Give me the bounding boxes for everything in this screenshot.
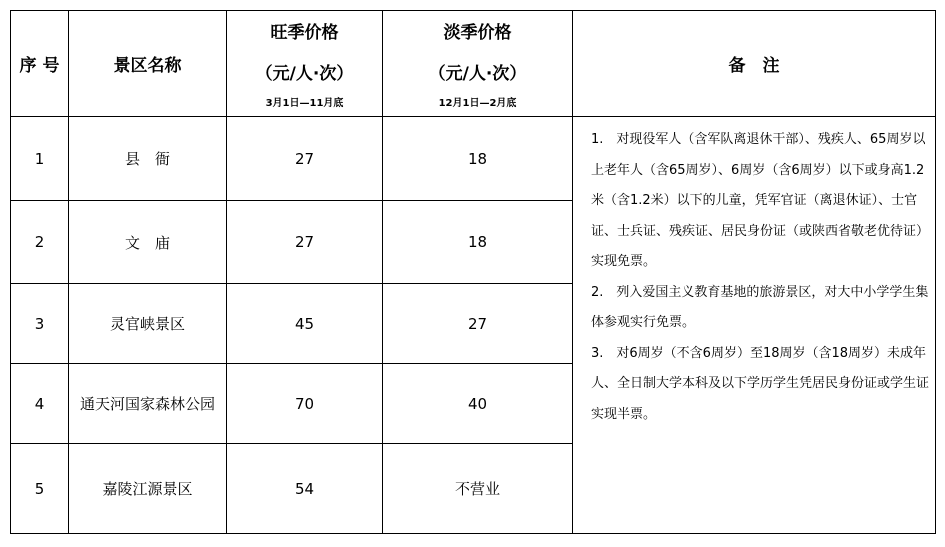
header-remarks: 备 注 <box>573 11 936 117</box>
scenic-name: 县 衙 <box>69 117 227 201</box>
header-index: 序 号 <box>11 11 69 117</box>
off-price: 不营业 <box>383 444 573 534</box>
off-price: 27 <box>383 284 573 364</box>
header-peak-price <box>227 11 383 117</box>
off-price-title: 淡季价格 <box>443 23 512 43</box>
row-index: 2 <box>11 201 69 284</box>
row-index: 4 <box>11 364 69 444</box>
off-price: 18 <box>383 201 573 284</box>
scenic-name: 嘉陵江源景区 <box>69 444 227 534</box>
header-name: 景区名称 <box>69 11 227 117</box>
peak-price: 45 <box>227 284 383 364</box>
peak-price-unit: （元/人·次） <box>255 64 354 84</box>
remark-item: 2. 列入爱国主义教育基地的旅游景区，对大中小学学生集体参观实行免票。 <box>591 284 929 330</box>
ticket-price-table <box>10 10 936 534</box>
scenic-name: 灵官峡景区 <box>69 284 227 364</box>
peak-price: 27 <box>227 201 383 284</box>
peak-price: 70 <box>227 364 383 444</box>
remark-item: 3. 对6周岁（不含6周岁）至18周岁（含18周岁）未成年人、全日制大学本科及以下学历学生凭居民身份证或学生证实现半票。 <box>591 345 930 422</box>
remarks-cell <box>573 117 936 534</box>
off-price-unit: （元/人·次） <box>428 64 527 84</box>
row-index: 5 <box>11 444 69 534</box>
peak-season-dates: 3月1日—11月底 <box>265 98 344 109</box>
peak-price-title: 旺季价格 <box>270 23 339 43</box>
row-index: 1 <box>11 117 69 201</box>
peak-price: 27 <box>227 117 383 201</box>
scenic-name: 通天河国家森林公园 <box>69 364 227 444</box>
header-row <box>11 11 936 117</box>
peak-price: 54 <box>227 444 383 534</box>
off-season-dates: 12月1日—2月底 <box>438 98 517 109</box>
table-row <box>11 117 936 201</box>
remark-item: 1. 对现役军人（含军队离退休干部）、残疾人、65周岁以上老年人（含65周岁）、6周岁（含6周岁）以下或身高1.2米（含1.2米）以下的儿童，凭军官证（离退休证）、士官证、士兵证、残疾证、居民身份证（或陕西省敬老优待证）实现免票。 <box>591 132 930 269</box>
off-price: 18 <box>383 117 573 201</box>
off-price: 40 <box>383 364 573 444</box>
header-off-price <box>383 11 573 117</box>
row-index: 3 <box>11 284 69 364</box>
scenic-name: 文 庙 <box>69 201 227 284</box>
